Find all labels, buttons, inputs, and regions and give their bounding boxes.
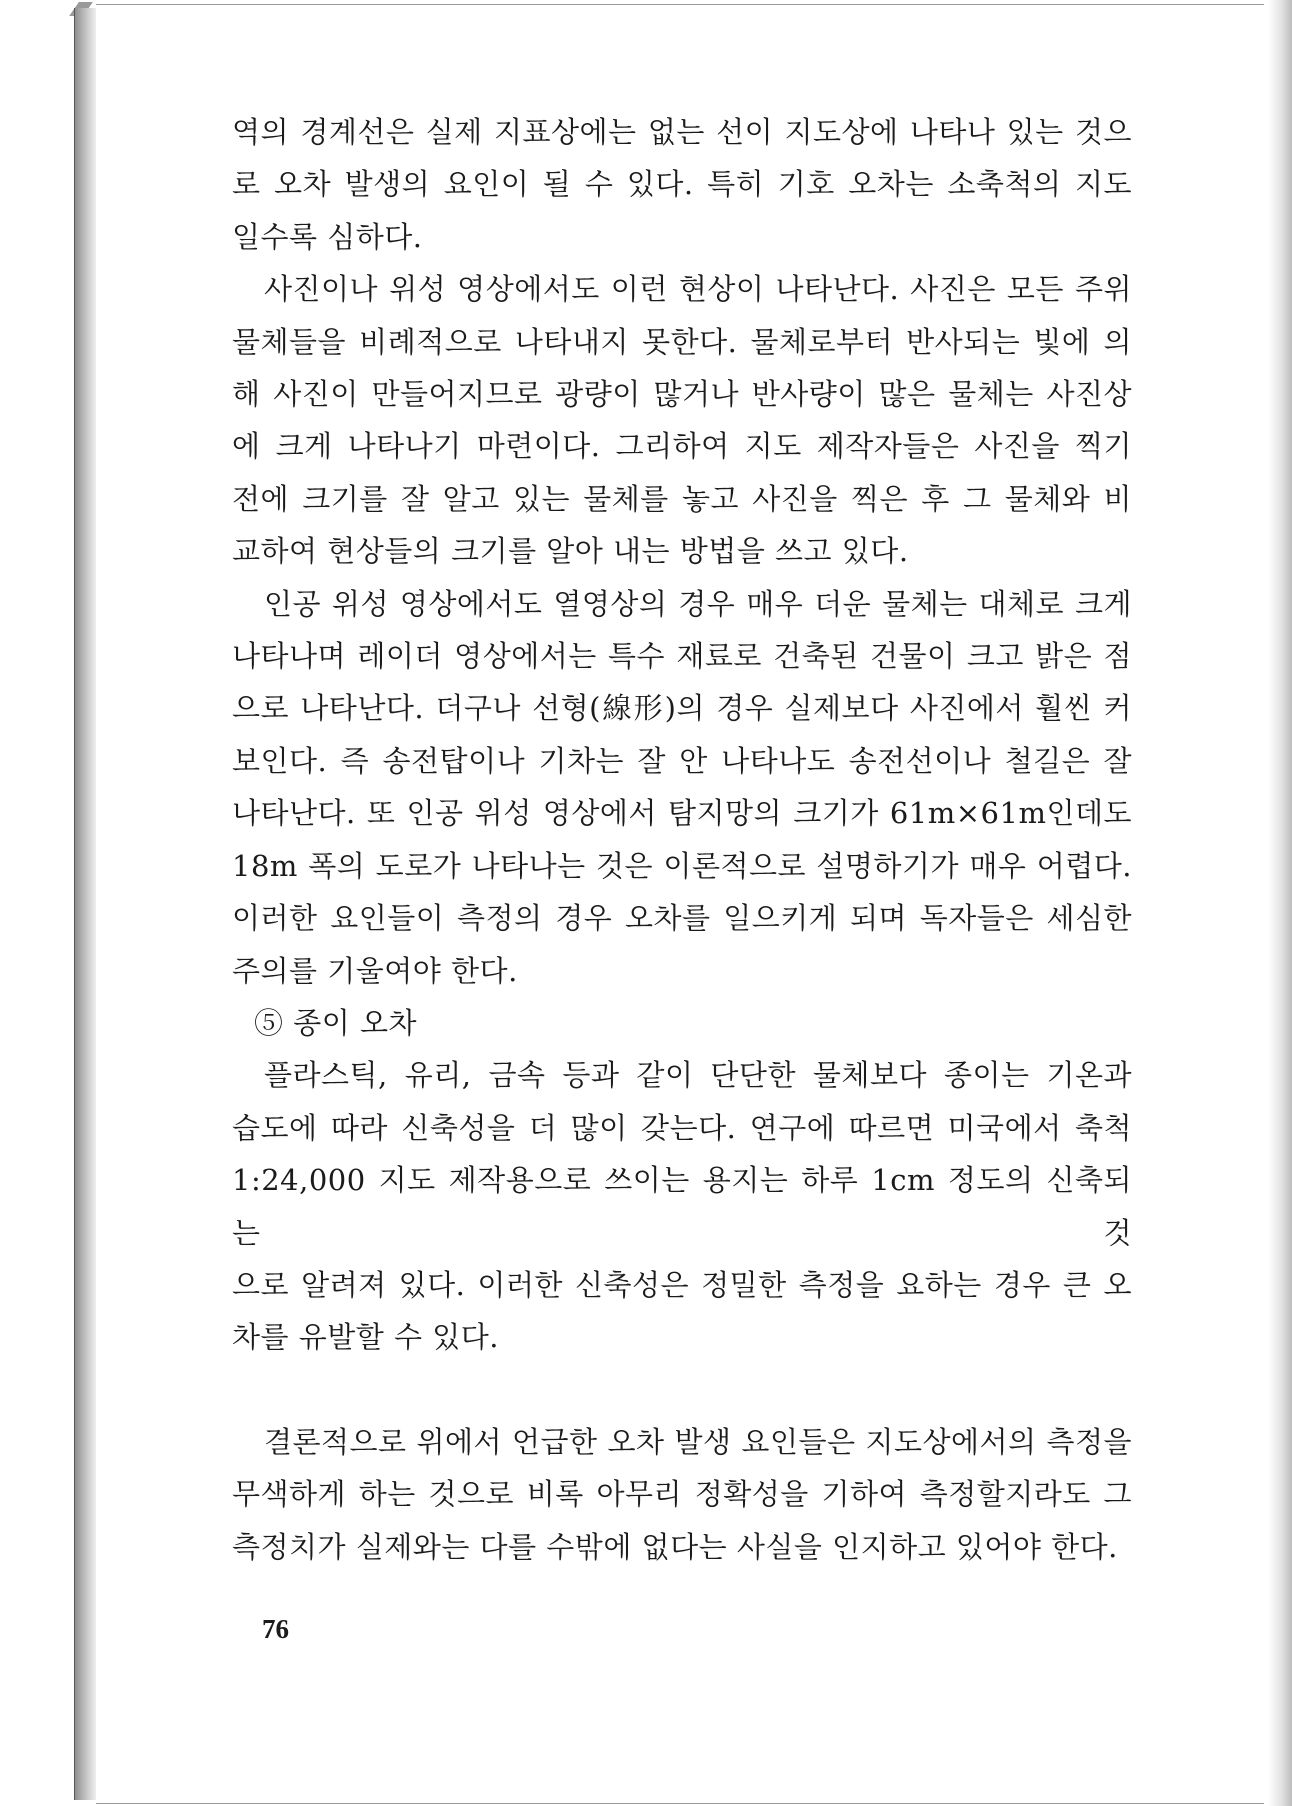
paragraph-line: 사진이나 위성 영상에서도 이런 현상이 나타난다. 사진은 모든 주위	[264, 272, 1132, 307]
paragraph-line: 전에 크기를 잘 알고 있는 물체를 놓고 사진을 찍은 후 그 물체와 비	[232, 481, 1132, 516]
right-edge-shadow	[1268, 0, 1292, 1806]
book-spine-edge	[74, 8, 97, 1800]
paragraph-line: 차를 유발할 수 있다.	[232, 1320, 499, 1355]
paragraph-line: 1:24,000 지도 제작용으로 쓰이는 용지는 하루 1cm 정도의 신축되는 것	[232, 1163, 1132, 1250]
paragraph-line: 교하여 현상들의 크기를 알아 내는 방법을 쓰고 있다.	[232, 534, 909, 569]
paragraph-line: 나타난다. 또 인공 위성 영상에서 탐지망의 크기가 61m×61m인데도	[232, 796, 1132, 831]
paragraph-line: 결론적으로 위에서 언급한 오차 발생 요인들은 지도상에서의 측정을	[264, 1424, 1132, 1459]
paragraph-line: 일수록 심하다.	[232, 219, 423, 254]
paragraph-line: 으로 나타난다. 더구나 선형(線形)의 경우 실제보다 사진에서 훨씬 커	[232, 691, 1132, 726]
paragraph-line: 에 크게 나타나기 마련이다. 그리하여 지도 제작자들은 사진을 찍기	[232, 429, 1132, 464]
paragraph-line: 플라스틱, 유리, 금속 등과 같이 단단한 물체보다 종이는 기온과	[264, 1058, 1132, 1093]
paragraph-line: 으로 알려져 있다. 이러한 신축성은 정밀한 측정을 요하는 경우 큰 오	[232, 1267, 1132, 1302]
page-number: 76	[262, 1614, 289, 1644]
section-heading: ⑤ 종이 오차	[254, 1005, 417, 1040]
paragraph-line: 측정치가 실제와는 다를 수밖에 없다는 사실을 인지하고 있어야 한다.	[232, 1529, 1118, 1564]
paragraph-gap	[232, 1364, 1132, 1416]
paragraph-line: 로 오차 발생의 요인이 될 수 있다. 특히 기호 오차는 소축척의 지도	[232, 167, 1132, 202]
paragraph-line: 습도에 따라 신축성을 더 많이 갖는다. 연구에 따르면 미국에서 축척	[232, 1110, 1132, 1145]
paragraph-line: 인공 위성 영상에서도 열영상의 경우 매우 더운 물체는 대체로 크게	[264, 586, 1132, 621]
paragraph-line: 보인다. 즉 송전탑이나 기차는 잘 안 나타나도 송전선이나 철길은 잘	[232, 743, 1132, 778]
paragraph-line: 나타나며 레이더 영상에서는 특수 재료로 건축된 건물이 크고 밝은 점	[232, 639, 1132, 674]
paragraph-line: 해 사진이 만들어지므로 광량이 많거나 반사량이 많은 물체는 사진상	[232, 377, 1132, 412]
paragraph-line: 역의 경계선은 실제 지표상에는 없는 선이 지도상에 나타나 있는 것으	[232, 115, 1132, 149]
body-text	[232, 106, 1132, 1573]
paragraph-line: 무색하게 하는 것으로 비록 아무리 정확성을 기하여 측정할지라도 그	[232, 1477, 1132, 1512]
paragraph-line: 이러한 요인들이 측정의 경우 오차를 일으키게 되며 독자들은 세심한	[232, 901, 1132, 936]
paragraph-line: 물체들을 비례적으로 나타내지 못한다. 물체로부터 반사되는 빛에 의	[232, 324, 1132, 359]
paragraph-line: 주의를 기울여야 한다.	[232, 953, 518, 988]
paragraph-line: 18m 폭의 도로가 나타나는 것은 이론적으로 설명하기가 매우 어렵다.	[232, 848, 1132, 883]
